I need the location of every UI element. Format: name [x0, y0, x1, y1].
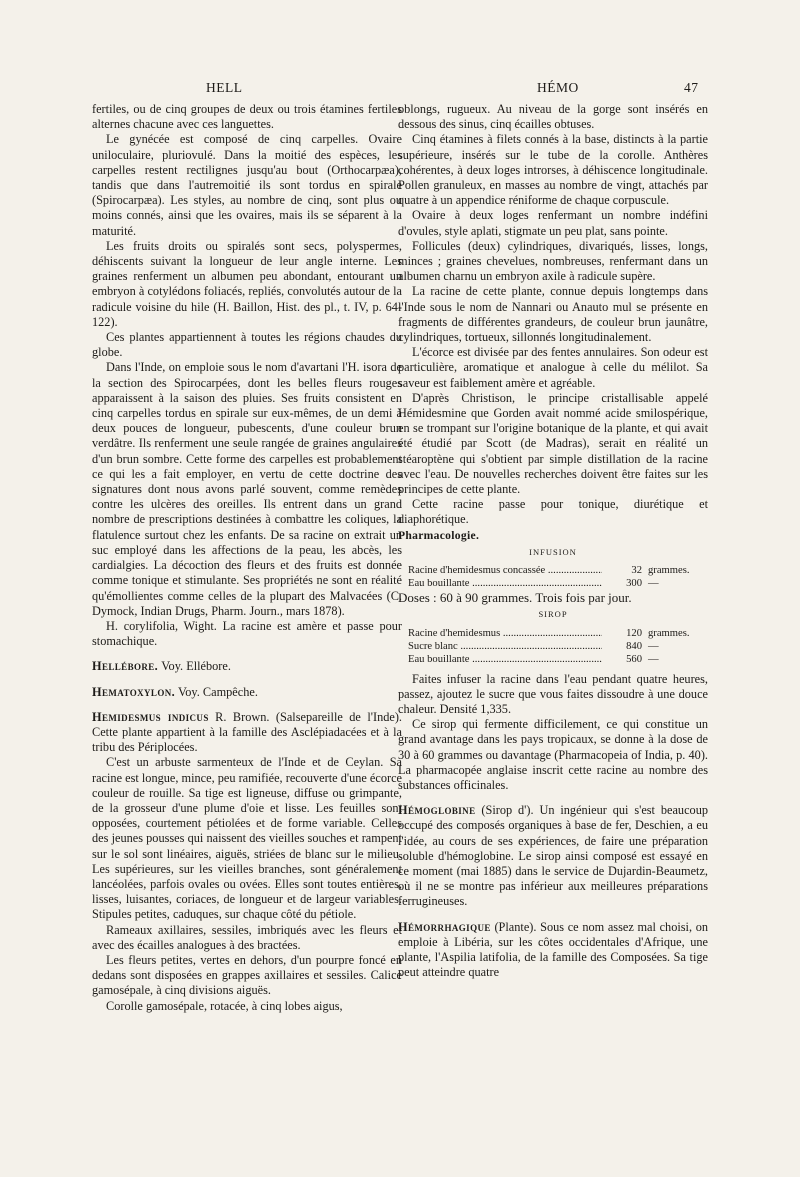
- paragraph: Faites infuser la racine dans l'eau pendant quatre heures, passez, ajoutez le sucre que vous faites dissoudre à une douce chaleur. Densité 1,335.: [398, 671, 708, 716]
- ingredient-name: Eau bouillante .....: [408, 577, 602, 590]
- ingredient-name: Racine d'hemidesmus .....: [408, 627, 602, 640]
- ingredient-qty: 840: [626, 640, 642, 652]
- ingredient-unit: grammes.: [648, 565, 690, 577]
- paragraph: Cinq étamines à filets connés à la base, distincts à la partie supérieure, insérés sur le tube de la corolle. Anthères cohérentes, à deux loges introrses, à déhiscence longitudinale. Pollen granuleux, en masses au nombre de vingt, attachés par quatre à un appendice réniforme de chaque corpuscule.: [398, 132, 708, 208]
- entry-hemidesmus: [92, 710, 402, 756]
- entry-text: R. Brown. (Salsepareille de l'Inde). Cette plante appartient à la famille des Asclépiadacées et à la tribu des Périplocées.: [92, 709, 402, 755]
- entry-hemoglobine: [398, 803, 708, 909]
- ingredient-unit: grammes.: [648, 627, 690, 639]
- paragraph: D'après Christison, le principe cristallisable appelé Hémidesmine que Gorden avait nommé acide smilospérique, en se trompant sur l'origine botanique de la plante, et qui avait été étudié par Scott (de Madras), serait en réalité un stéaroptène qui s'obtient par simple distillation de la racine avec l'eau. De nouvelles recherches doivent être faites sur les principes de cette plante.: [398, 390, 708, 497]
- paragraph: Follicules (deux) cylindriques, divariqués, lisses, longs, minces ; graines chevelues, nombreuses, renfermant dans un albumen charnu un embryon axile à radicule supère.: [398, 238, 708, 284]
- entry-term: Hematoxylon.: [92, 684, 176, 699]
- ingredient-name: Sucre blanc .....: [408, 640, 602, 653]
- paragraph: La racine de cette plante, connue depuis longtemps dans l'Inde sous le nom de Nannari ou Anauto mul se présente en fragments de différentes grandeurs, de couleur brun jaunâtre, cylindriques, tortueux, sillonnés longitudinalement.: [398, 284, 708, 345]
- entry-text: (Plante). Sous ce nom assez mal choisi, on emploie à Libéria, sur les côtes occidentales d'Afrique, une plante, l'Aspilia latifolia, de la famille des Composées. Sa tige peut atteindre quatre: [398, 919, 708, 980]
- paragraph: Corolle gamosépale, rotacée, à cinq lobes aigus,: [106, 998, 343, 1013]
- paragraph: Rameaux axillaires, sessiles, imbriqués avec les fleurs et avec des écailles analogues à des bractées.: [92, 922, 402, 952]
- ingredient-unit: —: [648, 653, 659, 665]
- paragraph: Ce sirop qui fermente difficilement, ce qui constitue un grand avantage dans les pays tropicaux, se donne à la dose de 30 à 60 grammes ou davantage (Pharmacopeia of India, p. 40). La pharmacopée anglaise inscrit cette racine au nombre des substances officinales.: [398, 717, 708, 792]
- paragraph: fertiles, ou de cinq groupes de deux ou trois étamines fertiles alternes chacune avec ces languettes.: [92, 102, 402, 132]
- ingredient-name: Eau bouillante .....: [408, 653, 602, 666]
- entry-hemorrhagique: [398, 920, 708, 981]
- paragraph: Cette racine passe pour tonique, diurétique et diaphorétique.: [398, 497, 708, 527]
- recipe-title-infusion: INFUSION: [529, 546, 577, 557]
- page-number: 47: [684, 80, 699, 95]
- entry-hellebore: [92, 659, 402, 674]
- paragraph: Le gynécée est composé de cinq carpelles. Ovaire uniloculaire, pluriovulé. Dans la moitié des espèces, les carpelles restent rectilignes jusqu'au bout (Orthocarpæa), tandis que dans l'autremoitié ils sont tordus en spirale (Spirocarpæa). Les styles, au nombre de cinq, sont plus ou moins connés, ainsi que les ovaires, mais ils se séparent à la maturité.: [92, 132, 402, 238]
- paragraph: oblongs, rugueux. Au niveau de la gorge sont insérés en dessous des sinus, cinq écailles obtuses.: [398, 102, 708, 132]
- entry-term: Hemidesmus indicus: [92, 709, 209, 724]
- entry-hematoxylon: [92, 685, 402, 700]
- paragraph: Dans l'Inde, on emploie sous le nom d'avartani l'H. isora de la section des Spirocarpées, dont les belles fleurs rouges apparaissent à la saison des pluies. Ses fruits consistent en cinq carpelles tordus en spirale sur eux-mêmes, de un demi à deux pouces de longueur, pubescents, d'une couleur brun verdâtre. Ils renferment une seule rangée de graines angulaires d'un brun sombre. Cette forme des carpelles est probablement ce qui les a fait employer, en vertu de cette doctrine des signatures dont nous avons parlé souvent, comme remèdes contre les ulcères des oreilles. Ils entrent dans un grand nombre de prescriptions destinées à combattre les coliques, la flatulence surtout chez les enfants. De sa racine on extrait un suc employé dans les affections de la peau, les abcès, les cardialgies. La décoction des fleurs et des fruits est donnée comme tonique et stimulante. Ses propriétés ne sont en réalité qu'émollientes comme celles de la plupart des Malvacées (C. Dymock, Indian Drugs, Pharm. Journ., mars 1878).: [92, 360, 402, 618]
- running-head-left: HELL: [206, 80, 243, 95]
- recipe-sirop: [408, 627, 702, 666]
- recipe-row: [408, 564, 702, 577]
- entry-term: Hémoglobine: [398, 803, 476, 818]
- paragraph: L'écorce est divisée par des fentes annulaires. Son odeur est particulière, aromatique et analogue à celle du mélilot. Sa saveur est faiblement amère et agréable.: [398, 345, 708, 390]
- paragraph: H. corylifolia, Wight. La racine est amère et passe pour stomachique.: [92, 618, 402, 649]
- recipe-row: [408, 653, 702, 666]
- left-column: [92, 102, 402, 1014]
- section-heading-pharmacologie: Pharmacologie.: [398, 528, 480, 542]
- entry-term: Hémorrhagique: [398, 919, 491, 934]
- ingredient-qty: 300: [626, 578, 642, 590]
- recipe-title-sirop: SIROP: [538, 609, 568, 620]
- paragraph: Les fleurs petites, vertes en dehors, d'un pourpre foncé en dedans sont disposées en grappes axillaires et sessiles. Calice gamosépale, à cinq divisions aiguës.: [92, 952, 402, 998]
- entry-text: Voy. Campêche.: [175, 684, 258, 699]
- paragraph: Ovaire à deux loges renfermant un nombre indéfini d'ovules, style aplati, stigmate un peu plat, sans pointe.: [398, 208, 708, 238]
- entry-text: (Sirop d'). Un ingénieur qui s'est beaucoup occupé des composés organiques à base de fer, Deschien, a eu l'idée, au cours de ses expériences, de faire une préparation soluble d'hémoglobine. Le sirop ainsi composé est essayé en ce moment (mai 1885) dans le service de Dujardin-Beaumetz, où il ne se montre pas inférieur aux meilleures préparations ferrugineuses.: [398, 803, 708, 909]
- ingredient-unit: —: [648, 578, 659, 590]
- paragraph: Ces plantes appartiennent à toutes les régions chaudes du globe.: [92, 330, 402, 360]
- recipe-infusion: [408, 564, 702, 590]
- running-head-center: HÉMO: [537, 80, 579, 95]
- right-column: [398, 102, 708, 980]
- entry-text: Voy. Ellébore.: [158, 659, 231, 674]
- doses-line: Doses : 60 à 90 grammes. Trois fois par jour.: [398, 590, 632, 606]
- ingredient-unit: —: [648, 640, 659, 652]
- ingredient-name: Racine d'hemidesmus concassée .....: [408, 564, 602, 577]
- paragraph: Les fruits droits ou spiralés sont secs, polyspermes, déhiscents suivant la longueur de leur angle interne. Les graines renferment un albumen peu abondant, entourant un embryon à cotylédons foliacés, repliés, convolutés autour de la radicule voisine du hile (H. Baillon, Hist. des pl., t. IV, p. 64-122).: [92, 238, 402, 329]
- ingredient-qty: 560: [626, 653, 642, 665]
- paragraph: C'est un arbuste sarmenteux de l'Inde et de Ceylan. Sa racine est longue, mince, peu ramifiée, recouverte d'une écorce couleur de rouille. Sa tige est ligneuse, diffuse ou grimpante, de la grosseur d'une plume d'oie et lisse. Les feuilles sont opposées, courtement pétiolées et de forme variable. Celles des jeunes pousses qui naissent des vieilles souches et rampent sur le sol sont linéaires, aiguës, striées de blanc sur le milieu. Les supérieures, sur les vieilles branches, sont généralement lancéolées, parfois ovales ou ovées. Elles sont toutes entières, lisses, luisantes, coriaces, de longueur et de largeur variables. Stipules petites, caduques, sur chaque côté du pétiole.: [92, 755, 402, 922]
- ingredient-qty: 120: [626, 627, 642, 639]
- recipe-row: [408, 627, 702, 640]
- entry-term: Helléborе.: [92, 659, 159, 674]
- recipe-row: [408, 640, 702, 653]
- recipe-row: [408, 577, 702, 590]
- ingredient-qty: 32: [631, 565, 642, 577]
